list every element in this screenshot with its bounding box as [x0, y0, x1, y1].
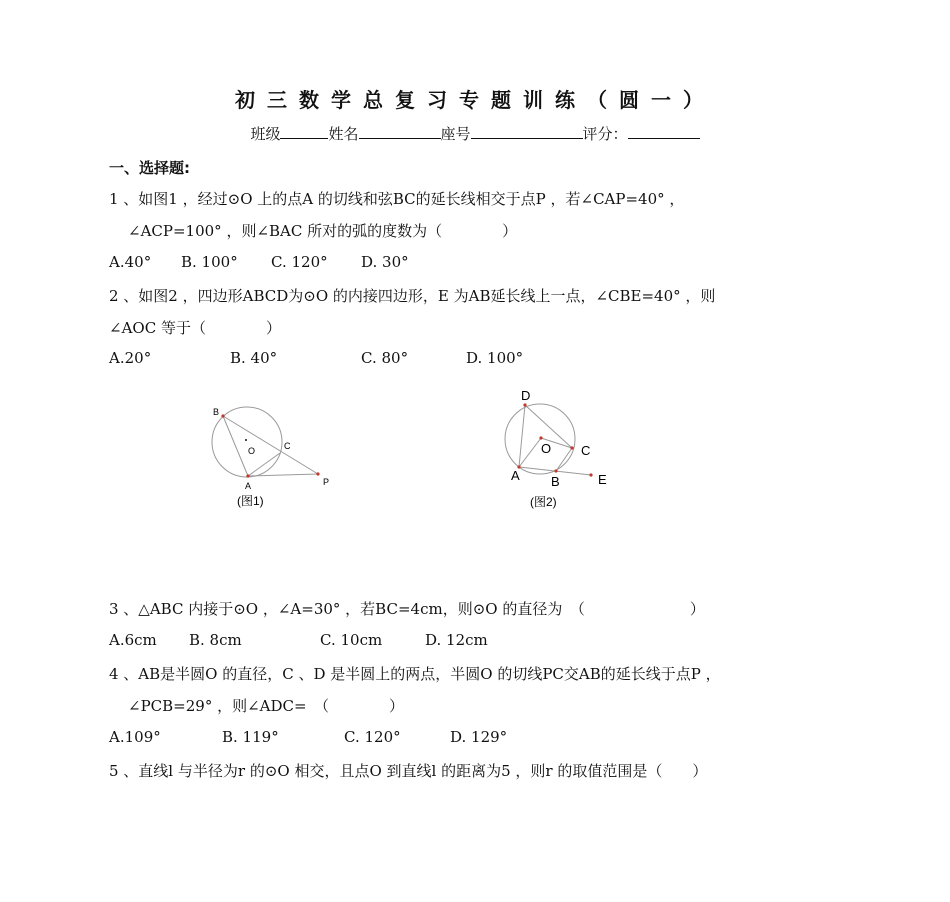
- q2-line1: 2 、如图2 ，四边形ABCD为⊙O 的内接四边形，E 为AB延长线上一点，∠CBE=40° ，则: [109, 287, 716, 305]
- figure1-point-b: [221, 414, 224, 417]
- q1-options: [109, 253, 409, 271]
- q3-option-c: C. 10cm: [320, 631, 383, 649]
- figure2-point-b: [554, 469, 557, 472]
- score-blank: [628, 124, 700, 139]
- q1-option-d: D. 30°: [361, 253, 409, 271]
- figure2-label-a: A: [511, 468, 520, 483]
- q1-option-b: B. 100°: [181, 253, 238, 271]
- figure-2: [495, 382, 625, 514]
- q1-option-c: C. 120°: [271, 253, 328, 271]
- q4-option-c: C. 120°: [344, 728, 401, 746]
- figure1-point-a: [246, 474, 249, 477]
- q3-option-a: A.6cm: [109, 631, 157, 649]
- q2-options: [109, 349, 523, 367]
- q4-options: [109, 728, 507, 746]
- figure1-line-bp: [223, 416, 318, 474]
- q4-option-a: A.109°: [109, 728, 161, 746]
- q3-option-b: B. 8cm: [189, 631, 242, 649]
- q4-line1: 4 、AB是半圆O 的直径，C 、D 是半圆上的两点，半圆O 的切线PC交AB的延长线于点P ，: [109, 665, 721, 683]
- figure2-caption: (图2): [530, 495, 557, 509]
- q3-option-d: D. 12cm: [425, 631, 488, 649]
- figure1-point-p: [316, 472, 319, 475]
- figure2-side-da: [519, 405, 525, 467]
- figure2-label-c: C: [581, 443, 591, 458]
- q1-option-a: A.40°: [109, 253, 152, 271]
- seat-label: 座号: [440, 125, 471, 143]
- name-label: 姓名: [328, 125, 359, 143]
- class-label: 班级: [250, 125, 281, 143]
- score-label: 评分：: [582, 125, 628, 143]
- student-info-line: [0, 123, 950, 144]
- q1-line1: 1 、如图1 ，经过⊙O 上的点A 的切线和弦BC的延长线相交于点P ，若∠CAP=40° ，: [109, 190, 685, 208]
- figure1-label-o: O: [248, 446, 256, 456]
- figure2-label-o: O: [541, 441, 552, 456]
- q2-line2: ∠AOC 等于（ ）: [109, 319, 281, 337]
- class-blank: [280, 124, 328, 139]
- q1-line2: ∠ACP=100° ，则∠BAC 所对的弧的度数为（ ）: [128, 222, 518, 240]
- q4-option-d: D. 129°: [450, 728, 508, 746]
- q2-option-a: A.20°: [109, 349, 152, 367]
- figure1-caption: (图1): [237, 494, 264, 508]
- section-heading: 一、选择题:: [109, 159, 190, 177]
- figure1-center-dot: [245, 439, 247, 441]
- q2-option-b: B. 40°: [230, 349, 278, 367]
- figure2-label-b: B: [551, 474, 560, 489]
- figure2-radius-oa: [519, 438, 541, 467]
- figure1-label-c: C: [284, 441, 291, 451]
- q2-option-c: C. 80°: [361, 349, 409, 367]
- name-blank: [359, 124, 441, 139]
- figure2-point-c: [570, 446, 573, 449]
- q5-line1: 5 、直线l 与半径为r 的⊙O 相交，且点O 到直线l 的距离为5 ，则r 的取值范围是（ ）: [109, 762, 708, 780]
- q2-option-d: D. 100°: [466, 349, 524, 367]
- figure2-label-d: D: [521, 388, 531, 403]
- figure2-point-d: [523, 403, 526, 406]
- figure1-label-p: P: [323, 477, 330, 487]
- page-title: 初三数学总复习专题训练（圆一）: [235, 88, 715, 112]
- figure2-side-bc: [556, 448, 572, 471]
- figure1-label-b: B: [213, 407, 220, 417]
- figure2-label-e: E: [598, 472, 607, 487]
- q3-options: [109, 631, 488, 649]
- figure1-label-a: A: [245, 481, 252, 491]
- figure1-chord-ba: [223, 416, 248, 476]
- seat-blank: [471, 124, 583, 139]
- q4-option-b: B. 119°: [222, 728, 279, 746]
- figure-1: [200, 398, 350, 513]
- figure2-point-e: [589, 473, 592, 476]
- q3-line1: 3 、△ABC 内接于⊙O ，∠A=30° ，若BC=4cm，则⊙O 的直径为 （ ）: [109, 600, 705, 618]
- q4-line2: ∠PCB=29° ，则∠ADC= （ ）: [128, 697, 405, 715]
- figure2-center-o: [539, 436, 542, 439]
